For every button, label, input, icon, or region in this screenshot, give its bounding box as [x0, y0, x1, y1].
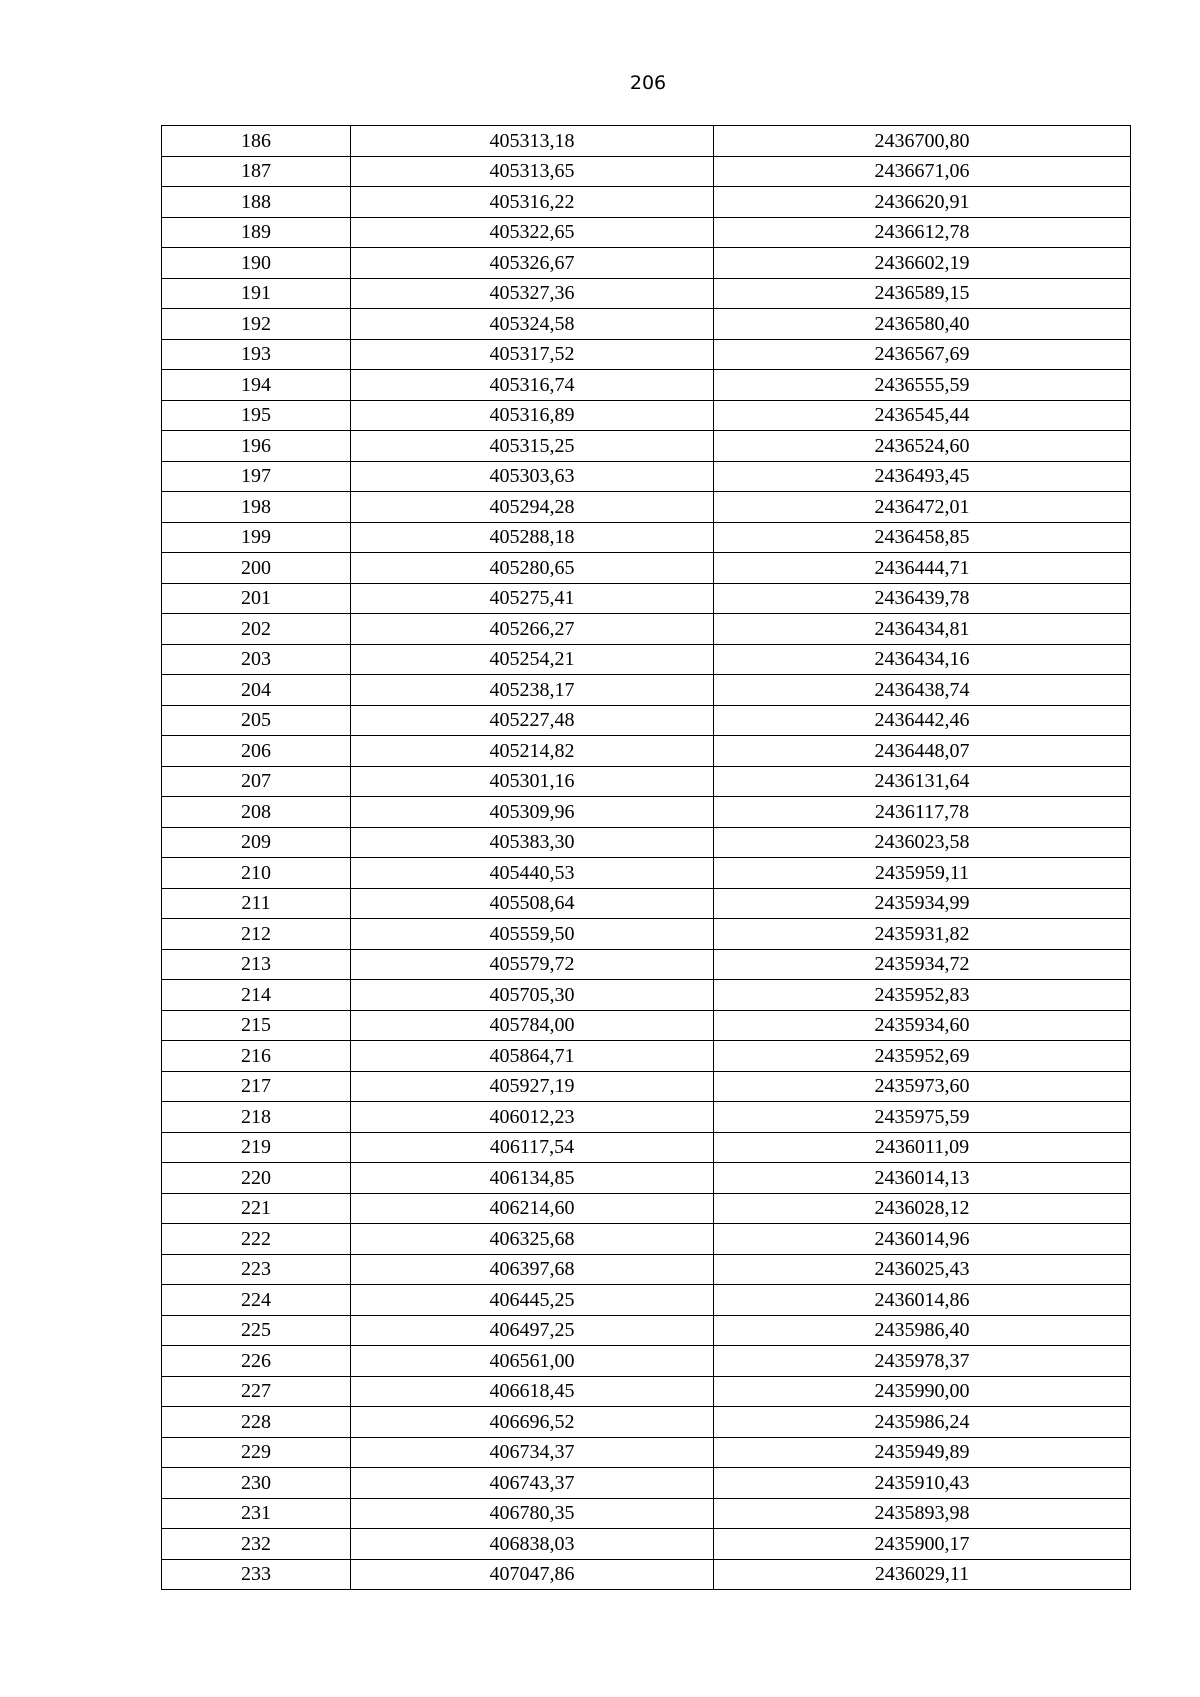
y-coordinate-cell: 2436671,06 [714, 156, 1131, 187]
x-coordinate-cell: 405227,48 [351, 705, 714, 736]
x-coordinate-cell: 405313,65 [351, 156, 714, 187]
point-number-cell: 226 [162, 1346, 351, 1377]
table-row [162, 461, 1131, 492]
point-number-cell: 192 [162, 309, 351, 340]
x-coordinate-cell: 405294,28 [351, 492, 714, 523]
table-row [162, 1071, 1131, 1102]
y-coordinate-cell: 2436434,81 [714, 614, 1131, 645]
table-row [162, 217, 1131, 248]
y-coordinate-cell: 2435910,43 [714, 1468, 1131, 1499]
table-row [162, 1132, 1131, 1163]
point-number-cell: 221 [162, 1193, 351, 1224]
table-row [162, 919, 1131, 950]
point-number-cell: 227 [162, 1376, 351, 1407]
y-coordinate-cell: 2435949,89 [714, 1437, 1131, 1468]
table-row [162, 1254, 1131, 1285]
x-coordinate-cell: 406397,68 [351, 1254, 714, 1285]
table-row [162, 431, 1131, 462]
y-coordinate-cell: 2436011,09 [714, 1132, 1131, 1163]
table-row [162, 1468, 1131, 1499]
y-coordinate-cell: 2435952,69 [714, 1041, 1131, 1072]
x-coordinate-cell: 405275,41 [351, 583, 714, 614]
y-coordinate-cell: 2436442,46 [714, 705, 1131, 736]
x-coordinate-cell: 405316,74 [351, 370, 714, 401]
point-number-cell: 232 [162, 1529, 351, 1560]
y-coordinate-cell: 2436448,07 [714, 736, 1131, 767]
table-row [162, 1285, 1131, 1316]
x-coordinate-cell: 406561,00 [351, 1346, 714, 1377]
x-coordinate-cell: 405280,65 [351, 553, 714, 584]
y-coordinate-cell: 2436589,15 [714, 278, 1131, 309]
x-coordinate-cell: 405784,00 [351, 1010, 714, 1041]
y-coordinate-cell: 2436014,13 [714, 1163, 1131, 1194]
table-row [162, 1407, 1131, 1438]
x-coordinate-cell: 405316,22 [351, 187, 714, 218]
x-coordinate-cell: 407047,86 [351, 1559, 714, 1590]
x-coordinate-cell: 405317,52 [351, 339, 714, 370]
table-row [162, 797, 1131, 828]
y-coordinate-cell: 2436434,16 [714, 644, 1131, 675]
coordinates-table [161, 125, 1131, 1590]
point-number-cell: 216 [162, 1041, 351, 1072]
y-coordinate-cell: 2435931,82 [714, 919, 1131, 950]
table-row [162, 644, 1131, 675]
point-number-cell: 222 [162, 1224, 351, 1255]
y-coordinate-cell: 2435959,11 [714, 858, 1131, 889]
point-number-cell: 206 [162, 736, 351, 767]
x-coordinate-cell: 406497,25 [351, 1315, 714, 1346]
y-coordinate-cell: 2436023,58 [714, 827, 1131, 858]
point-number-cell: 210 [162, 858, 351, 889]
y-coordinate-cell: 2435934,72 [714, 949, 1131, 980]
y-coordinate-cell: 2436438,74 [714, 675, 1131, 706]
point-number-cell: 215 [162, 1010, 351, 1041]
x-coordinate-cell: 405324,58 [351, 309, 714, 340]
table-row [162, 1102, 1131, 1133]
x-coordinate-cell: 406117,54 [351, 1132, 714, 1163]
point-number-cell: 211 [162, 888, 351, 919]
point-number-cell: 212 [162, 919, 351, 950]
x-coordinate-cell: 406696,52 [351, 1407, 714, 1438]
x-coordinate-cell: 406012,23 [351, 1102, 714, 1133]
x-coordinate-cell: 405309,96 [351, 797, 714, 828]
point-number-cell: 188 [162, 187, 351, 218]
x-coordinate-cell: 405301,16 [351, 766, 714, 797]
y-coordinate-cell: 2435893,98 [714, 1498, 1131, 1529]
table-row [162, 583, 1131, 614]
table-row [162, 827, 1131, 858]
x-coordinate-cell: 405326,67 [351, 248, 714, 279]
table-row [162, 705, 1131, 736]
point-number-cell: 219 [162, 1132, 351, 1163]
x-coordinate-cell: 405559,50 [351, 919, 714, 950]
x-coordinate-cell: 405383,30 [351, 827, 714, 858]
y-coordinate-cell: 2436555,59 [714, 370, 1131, 401]
y-coordinate-cell: 2436620,91 [714, 187, 1131, 218]
x-coordinate-cell: 406780,35 [351, 1498, 714, 1529]
point-number-cell: 198 [162, 492, 351, 523]
table-row [162, 278, 1131, 309]
x-coordinate-cell: 406214,60 [351, 1193, 714, 1224]
table-row [162, 309, 1131, 340]
y-coordinate-cell: 2436700,80 [714, 126, 1131, 157]
y-coordinate-cell: 2435900,17 [714, 1529, 1131, 1560]
point-number-cell: 224 [162, 1285, 351, 1316]
point-number-cell: 223 [162, 1254, 351, 1285]
y-coordinate-cell: 2436025,43 [714, 1254, 1131, 1285]
y-coordinate-cell: 2435978,37 [714, 1346, 1131, 1377]
table-row [162, 522, 1131, 553]
y-coordinate-cell: 2436014,96 [714, 1224, 1131, 1255]
table-row [162, 858, 1131, 889]
y-coordinate-cell: 2435986,40 [714, 1315, 1131, 1346]
x-coordinate-cell: 405313,18 [351, 126, 714, 157]
point-number-cell: 191 [162, 278, 351, 309]
table-row [162, 1224, 1131, 1255]
x-coordinate-cell: 405303,63 [351, 461, 714, 492]
y-coordinate-cell: 2435975,59 [714, 1102, 1131, 1133]
point-number-cell: 218 [162, 1102, 351, 1133]
point-number-cell: 213 [162, 949, 351, 980]
table-row [162, 1529, 1131, 1560]
table-row [162, 339, 1131, 370]
y-coordinate-cell: 2435952,83 [714, 980, 1131, 1011]
x-coordinate-cell: 405927,19 [351, 1071, 714, 1102]
x-coordinate-cell: 405322,65 [351, 217, 714, 248]
table-row [162, 1346, 1131, 1377]
coordinates-table-body [162, 126, 1131, 1590]
point-number-cell: 205 [162, 705, 351, 736]
table-row [162, 949, 1131, 980]
x-coordinate-cell: 405864,71 [351, 1041, 714, 1072]
y-coordinate-cell: 2436472,01 [714, 492, 1131, 523]
point-number-cell: 217 [162, 1071, 351, 1102]
y-coordinate-cell: 2436131,64 [714, 766, 1131, 797]
point-number-cell: 207 [162, 766, 351, 797]
table-row [162, 1315, 1131, 1346]
table-row [162, 766, 1131, 797]
point-number-cell: 228 [162, 1407, 351, 1438]
y-coordinate-cell: 2436444,71 [714, 553, 1131, 584]
x-coordinate-cell: 406325,68 [351, 1224, 714, 1255]
point-number-cell: 190 [162, 248, 351, 279]
table-row [162, 187, 1131, 218]
point-number-cell: 199 [162, 522, 351, 553]
table-row [162, 980, 1131, 1011]
y-coordinate-cell: 2435973,60 [714, 1071, 1131, 1102]
x-coordinate-cell: 406838,03 [351, 1529, 714, 1560]
point-number-cell: 200 [162, 553, 351, 584]
x-coordinate-cell: 406734,37 [351, 1437, 714, 1468]
x-coordinate-cell: 406618,45 [351, 1376, 714, 1407]
point-number-cell: 230 [162, 1468, 351, 1499]
table-row [162, 1193, 1131, 1224]
y-coordinate-cell: 2436602,19 [714, 248, 1131, 279]
point-number-cell: 193 [162, 339, 351, 370]
table-row [162, 248, 1131, 279]
point-number-cell: 203 [162, 644, 351, 675]
y-coordinate-cell: 2436524,60 [714, 431, 1131, 462]
y-coordinate-cell: 2435934,99 [714, 888, 1131, 919]
page-number: 206 [629, 72, 667, 94]
x-coordinate-cell: 406743,37 [351, 1468, 714, 1499]
x-coordinate-cell: 405440,53 [351, 858, 714, 889]
y-coordinate-cell: 2435986,24 [714, 1407, 1131, 1438]
table-row [162, 492, 1131, 523]
y-coordinate-cell: 2436028,12 [714, 1193, 1131, 1224]
point-number-cell: 204 [162, 675, 351, 706]
point-number-cell: 231 [162, 1498, 351, 1529]
y-coordinate-cell: 2436612,78 [714, 217, 1131, 248]
x-coordinate-cell: 405254,21 [351, 644, 714, 675]
point-number-cell: 233 [162, 1559, 351, 1590]
point-number-cell: 187 [162, 156, 351, 187]
y-coordinate-cell: 2435934,60 [714, 1010, 1131, 1041]
table-row [162, 614, 1131, 645]
point-number-cell: 195 [162, 400, 351, 431]
table-row [162, 1376, 1131, 1407]
table-row [162, 1041, 1131, 1072]
table-row [162, 1010, 1131, 1041]
x-coordinate-cell: 405266,27 [351, 614, 714, 645]
x-coordinate-cell: 405705,30 [351, 980, 714, 1011]
table-row [162, 553, 1131, 584]
y-coordinate-cell: 2436029,11 [714, 1559, 1131, 1590]
point-number-cell: 201 [162, 583, 351, 614]
point-number-cell: 208 [162, 797, 351, 828]
table-row [162, 1498, 1131, 1529]
point-number-cell: 202 [162, 614, 351, 645]
point-number-cell: 189 [162, 217, 351, 248]
table-row [162, 370, 1131, 401]
x-coordinate-cell: 406445,25 [351, 1285, 714, 1316]
point-number-cell: 214 [162, 980, 351, 1011]
y-coordinate-cell: 2435990,00 [714, 1376, 1131, 1407]
point-number-cell: 196 [162, 431, 351, 462]
table-row [162, 1559, 1131, 1590]
table-row [162, 1437, 1131, 1468]
y-coordinate-cell: 2436580,40 [714, 309, 1131, 340]
point-number-cell: 194 [162, 370, 351, 401]
y-coordinate-cell: 2436567,69 [714, 339, 1131, 370]
table-row [162, 156, 1131, 187]
x-coordinate-cell: 405579,72 [351, 949, 714, 980]
x-coordinate-cell: 405508,64 [351, 888, 714, 919]
point-number-cell: 186 [162, 126, 351, 157]
table-row [162, 675, 1131, 706]
x-coordinate-cell: 405238,17 [351, 675, 714, 706]
x-coordinate-cell: 405316,89 [351, 400, 714, 431]
point-number-cell: 220 [162, 1163, 351, 1194]
table-row [162, 126, 1131, 157]
point-number-cell: 209 [162, 827, 351, 858]
x-coordinate-cell: 405327,36 [351, 278, 714, 309]
y-coordinate-cell: 2436493,45 [714, 461, 1131, 492]
point-number-cell: 225 [162, 1315, 351, 1346]
table-row [162, 1163, 1131, 1194]
x-coordinate-cell: 405214,82 [351, 736, 714, 767]
y-coordinate-cell: 2436458,85 [714, 522, 1131, 553]
point-number-cell: 197 [162, 461, 351, 492]
x-coordinate-cell: 405315,25 [351, 431, 714, 462]
point-number-cell: 229 [162, 1437, 351, 1468]
y-coordinate-cell: 2436014,86 [714, 1285, 1131, 1316]
table-row [162, 888, 1131, 919]
y-coordinate-cell: 2436117,78 [714, 797, 1131, 828]
y-coordinate-cell: 2436439,78 [714, 583, 1131, 614]
y-coordinate-cell: 2436545,44 [714, 400, 1131, 431]
table-row [162, 736, 1131, 767]
x-coordinate-cell: 405288,18 [351, 522, 714, 553]
table-row [162, 400, 1131, 431]
x-coordinate-cell: 406134,85 [351, 1163, 714, 1194]
